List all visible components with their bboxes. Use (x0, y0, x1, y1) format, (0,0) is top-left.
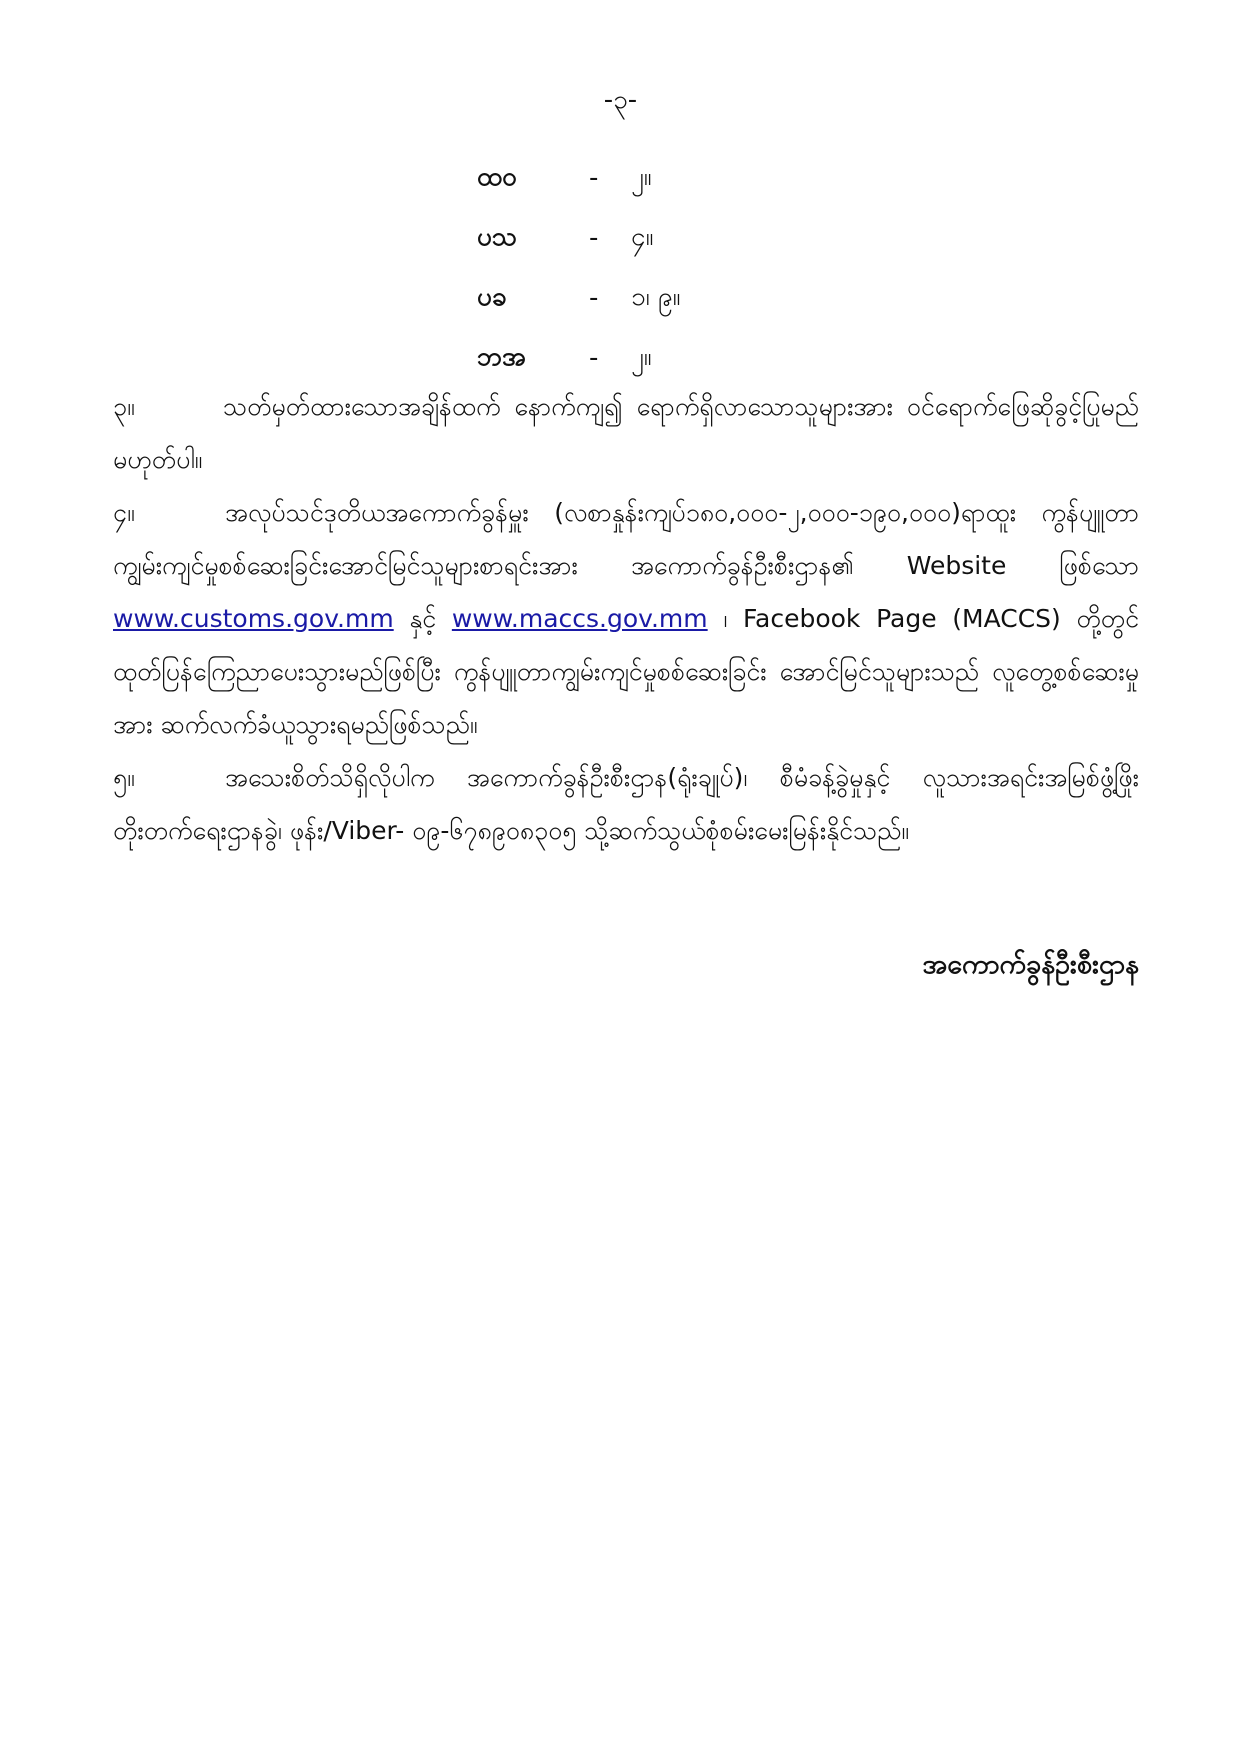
paragraph-3 (113, 380, 1139, 486)
quota-dash: - (589, 343, 599, 373)
paragraph-text: အလုပ်သင်ဒုတိယအကောက်ခွန်မှူး (လစာနှုန်းကျပ်၁၈၀,၀၀၀-၂,၀၀၀-၁၉၀,၀၀၀)ရာထူး ကွန်ပျူတာကျွမ်းကျင်မှုစစ်ဆေးခြင်းအောင်မြင်သူများစာရင်းအား အကောက်ခွန်ဦးစီးဌာန၏ Website ဖြစ်သော (113, 498, 1139, 580)
quota-code: ဘအ (477, 341, 526, 372)
paragraph-text: ၊ Facebook Page (MACCS) တို့တွင် ထုတ်ပြန်ကြေညာပေးသွားမည်ဖြစ်ပြီး ကွန်ပျူတာကျွမ်းကျင်မှုစစ်ဆေးခြင်း အောင်မြင်သူများသည် လူတွေ့စစ်ဆေးမှုအား ဆက်လက်ခံယူသွားရမည်ဖြစ်သည်။ (113, 604, 1139, 739)
customs-website-link[interactable]: www.customs.gov.mm (113, 604, 394, 633)
maccs-website-link[interactable]: www.maccs.gov.mm (451, 604, 708, 633)
paragraph-text: သတ်မှတ်ထားသောအချိန်ထက် နောက်ကျ၍ ရောက်ရှိလာသောသူများအား ဝင်ရောက်ဖြေဆိုခွင့်ပြုမည် မဟုတ်ပါ။ (113, 392, 1139, 474)
quota-table (477, 148, 791, 388)
paragraph-text: အသေးစိတ်သိရှိလိုပါက အကောက်ခွန်ဦးစီးဌာန(ရုံးချုပ်)၊ စီမံခန့်ခွဲမှုနှင့် လူသားအရင်းအမြစ်ဖွံ့ဖြိုးတိုးတက်ရေးဌာနခွဲ၊ ဖုန်း/Viber- ၀၉-၆၇၈၉၀၈၃၀၅ သို့ဆက်သွယ်စုံစမ်းမေးမြန်းနိုင်သည်။ (113, 763, 1139, 845)
quota-row (477, 328, 791, 388)
paragraph-5 (113, 751, 1139, 857)
body-text (113, 380, 1139, 857)
quota-code: ထဝ (477, 161, 517, 192)
paragraph-4 (113, 486, 1139, 751)
quota-code: ပသ (477, 221, 517, 252)
quota-dash: - (589, 223, 599, 253)
quota-row (477, 268, 791, 328)
signature-department: အကောက်ခွန်ဦးစီးဌာန (922, 949, 1139, 980)
quota-value: ၂။ (631, 341, 652, 372)
quota-dash: - (589, 283, 599, 313)
paragraph-number: ၃။ (113, 392, 135, 421)
paragraph-number: ၅။ (113, 763, 135, 792)
quota-row (477, 148, 791, 208)
quota-row (477, 208, 791, 268)
quota-value: ၁၊ ၉။ (631, 281, 681, 312)
page-number: -၃- (603, 85, 638, 115)
paragraph-number: ၄။ (113, 498, 135, 527)
paragraph-text: နှင့် (409, 604, 437, 633)
quota-dash: - (589, 163, 599, 193)
quota-value: ၂။ (631, 161, 652, 192)
quota-value: ၄။ (631, 221, 654, 252)
quota-code: ပခ (477, 281, 507, 312)
